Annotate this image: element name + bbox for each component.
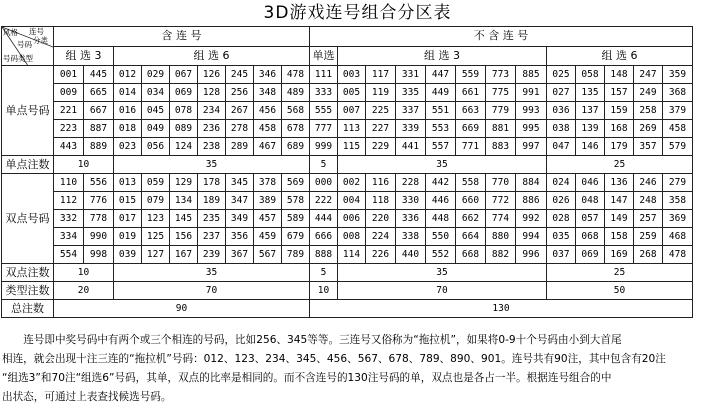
header-single: 单选	[310, 46, 338, 66]
number-cell: 137	[576, 102, 605, 120]
number-cell: 014	[114, 84, 142, 102]
number-cell: 117	[366, 66, 396, 84]
number-cell: 449	[426, 84, 456, 102]
corner-style-label: 风格	[3, 28, 18, 37]
note-line: 出状态，可通过上表查找候选号码。	[2, 391, 172, 403]
number-cell: 146	[576, 138, 605, 156]
number-cell: 278	[226, 120, 254, 138]
number-cell: 028	[547, 210, 576, 228]
number-cell: 068	[576, 228, 605, 246]
number-cell: 258	[634, 102, 663, 120]
number-cell: 663	[456, 102, 486, 120]
corner-group-label: 连号	[29, 27, 44, 36]
number-cell: 136	[605, 174, 634, 192]
number-cell: 445	[84, 66, 114, 84]
number-cell: 776	[84, 192, 114, 210]
number-cell: 034	[142, 84, 170, 102]
number-cell: 002	[338, 174, 366, 192]
number-cell: 256	[226, 84, 254, 102]
corner-header	[2, 27, 54, 66]
corner-middle-label: 号码	[17, 40, 32, 49]
number-cell: 089	[170, 120, 198, 138]
number-cell: 224	[366, 228, 396, 246]
number-cell: 008	[338, 228, 366, 246]
number-cell: 223	[54, 120, 84, 138]
count-cell: 20	[54, 282, 114, 300]
number-cell: 157	[605, 84, 634, 102]
number-cell: 179	[605, 138, 634, 156]
number-cell: 551	[426, 102, 456, 120]
number-cell: 333	[310, 84, 338, 102]
number-cell: 039	[114, 246, 142, 264]
number-cell: 235	[198, 210, 226, 228]
number-cell: 359	[663, 66, 693, 84]
number-cell: 228	[396, 174, 426, 192]
number-cell: 169	[605, 246, 634, 264]
number-cell: 125	[142, 228, 170, 246]
number-cell: 369	[663, 210, 693, 228]
number-cell: 456	[254, 102, 282, 120]
number-cell: 337	[396, 102, 426, 120]
number-cell: 999	[310, 138, 338, 156]
number-cell: 578	[282, 192, 310, 210]
number-cell: 334	[54, 228, 84, 246]
number-cell: 773	[486, 66, 516, 84]
number-cell: 129	[170, 174, 198, 192]
number-cell: 444	[310, 210, 338, 228]
row-label-double-count: 双点注数	[2, 264, 54, 282]
corner-type-label: 号码类型	[3, 54, 33, 63]
number-cell: 189	[198, 192, 226, 210]
number-cell: 442	[426, 174, 456, 192]
explanation-note	[2, 331, 713, 407]
count-cell: 35	[338, 156, 547, 174]
number-cell: 059	[142, 174, 170, 192]
number-cell: 349	[226, 210, 254, 228]
number-cell: 067	[170, 66, 198, 84]
row-label-total-count: 总注数	[2, 300, 54, 318]
number-cell: 998	[84, 246, 114, 264]
number-cell: 148	[605, 66, 634, 84]
number-cell: 004	[338, 192, 366, 210]
count-cell: 50	[547, 282, 693, 300]
header-contain: 含 连 号	[54, 27, 310, 47]
number-cell: 458	[663, 120, 693, 138]
number-cell: 114	[338, 246, 366, 264]
number-cell: 128	[198, 84, 226, 102]
number-cell: 112	[54, 192, 84, 210]
number-cell: 248	[634, 192, 663, 210]
number-cell: 550	[426, 228, 456, 246]
number-cell: 134	[170, 192, 198, 210]
number-cell: 889	[84, 138, 114, 156]
number-cell: 668	[456, 246, 486, 264]
number-cell: 038	[547, 120, 576, 138]
number-cell: 127	[142, 246, 170, 264]
number-cell: 345	[226, 174, 254, 192]
number-cell: 338	[396, 228, 426, 246]
number-cell: 379	[663, 102, 693, 120]
number-cell: 229	[366, 138, 396, 156]
number-cell: 880	[486, 228, 516, 246]
count-cell: 25	[547, 156, 693, 174]
number-cell: 249	[634, 84, 663, 102]
number-cell: 069	[576, 246, 605, 264]
number-cell: 447	[426, 66, 456, 84]
number-cell: 046	[576, 174, 605, 192]
note-line: 连号即中奖号码中有两个或三个相连的号码，比如256、345等等。三连号又俗称为“拖拉机”，如果将0-9十个号码由小到大首尾	[23, 334, 622, 346]
number-cell: 990	[84, 228, 114, 246]
number-cell: 665	[84, 84, 114, 102]
partition-table	[1, 26, 693, 318]
number-cell: 259	[634, 228, 663, 246]
number-cell: 667	[84, 102, 114, 120]
count-cell: 25	[547, 264, 693, 282]
number-cell: 013	[114, 174, 142, 192]
number-cell: 996	[516, 246, 547, 264]
number-cell: 772	[486, 192, 516, 210]
number-cell: 678	[282, 120, 310, 138]
number-cell: 457	[254, 210, 282, 228]
table-row	[2, 246, 693, 264]
number-cell: 220	[366, 210, 396, 228]
count-cell: 70	[338, 282, 547, 300]
count-cell: 35	[114, 264, 310, 282]
number-cell: 995	[516, 120, 547, 138]
number-cell: 993	[516, 102, 547, 120]
number-cell: 660	[456, 192, 486, 210]
header-group6: 组 选 6	[114, 46, 310, 66]
number-cell: 158	[605, 228, 634, 246]
note-line: 相连，就会出现十注三连的“拖拉机”号码：012、123、234、345、456、567、678、789、890、901。连号共有90注，其中包含有20注	[2, 353, 666, 365]
number-cell: 440	[396, 246, 426, 264]
number-cell: 078	[170, 102, 198, 120]
number-cell: 458	[254, 120, 282, 138]
number-cell: 558	[456, 174, 486, 192]
row-label-single-codes: 单点号码	[2, 66, 54, 156]
number-cell: 026	[547, 192, 576, 210]
number-cell: 079	[142, 192, 170, 210]
number-cell: 661	[456, 84, 486, 102]
number-cell: 557	[426, 138, 456, 156]
header-not-group6: 组 选 6	[547, 46, 693, 66]
number-cell: 441	[396, 138, 426, 156]
count-cell: 10	[54, 156, 114, 174]
number-cell: 110	[54, 174, 84, 192]
number-cell: 036	[547, 102, 576, 120]
number-cell: 149	[605, 210, 634, 228]
table-row	[2, 120, 693, 138]
number-cell: 443	[54, 138, 84, 156]
number-cell: 167	[170, 246, 198, 264]
number-cell: 774	[486, 210, 516, 228]
number-cell: 246	[634, 174, 663, 192]
number-cell: 991	[516, 84, 547, 102]
number-cell: 887	[84, 120, 114, 138]
number-cell: 367	[226, 246, 254, 264]
number-cell: 331	[396, 66, 426, 84]
number-cell: 346	[254, 66, 282, 84]
number-cell: 049	[142, 120, 170, 138]
number-cell: 247	[634, 66, 663, 84]
number-cell: 279	[663, 174, 693, 192]
number-cell: 468	[663, 228, 693, 246]
number-cell: 057	[576, 210, 605, 228]
number-cell: 047	[547, 138, 576, 156]
number-cell: 006	[338, 210, 366, 228]
number-cell: 238	[198, 138, 226, 156]
number-cell: 556	[84, 174, 114, 192]
total-not-contain-cell: 130	[310, 300, 693, 318]
number-cell: 489	[282, 84, 310, 102]
number-cell: 018	[114, 120, 142, 138]
number-cell: 048	[576, 192, 605, 210]
number-cell: 882	[486, 246, 516, 264]
number-cell: 156	[170, 228, 198, 246]
number-cell: 236	[198, 120, 226, 138]
number-cell: 145	[170, 210, 198, 228]
number-cell: 126	[198, 66, 226, 84]
number-cell: 037	[547, 246, 576, 264]
number-cell: 559	[456, 66, 486, 84]
number-cell: 666	[310, 228, 338, 246]
number-cell: 024	[547, 174, 576, 192]
page-title: 3D游戏连号组合分区表	[263, 3, 452, 23]
number-cell: 478	[282, 66, 310, 84]
number-cell: 135	[576, 84, 605, 102]
number-cell: 997	[516, 138, 547, 156]
number-cell: 568	[282, 102, 310, 120]
number-cell: 237	[198, 228, 226, 246]
number-cell: 347	[226, 192, 254, 210]
number-cell: 069	[170, 84, 198, 102]
number-cell: 992	[516, 210, 547, 228]
number-cell: 459	[254, 228, 282, 246]
number-cell: 553	[426, 120, 456, 138]
number-cell: 777	[310, 120, 338, 138]
number-cell: 234	[198, 102, 226, 120]
number-cell: 770	[486, 174, 516, 192]
header-not-contain: 不 含 连 号	[310, 27, 693, 47]
number-cell: 225	[366, 102, 396, 120]
number-cell: 045	[142, 102, 170, 120]
table-row	[2, 210, 693, 228]
number-cell: 885	[516, 66, 547, 84]
number-cell: 569	[282, 174, 310, 192]
note-line: “组选3”和70注“组选6”号码，其单，双点的比率是相同的。而不含连号的130注号码的单，双点也是各占一半。根据连号组合的中	[2, 372, 612, 384]
table-row	[2, 228, 693, 246]
header-group3: 组 选 3	[54, 46, 114, 66]
number-cell: 222	[310, 192, 338, 210]
number-cell: 147	[605, 192, 634, 210]
count-cell: 5	[310, 264, 338, 282]
number-cell: 015	[114, 192, 142, 210]
table-row	[2, 174, 693, 192]
number-cell: 881	[486, 120, 516, 138]
table-row	[2, 192, 693, 210]
number-cell: 289	[226, 138, 254, 156]
number-cell: 168	[605, 120, 634, 138]
number-cell: 035	[547, 228, 576, 246]
number-cell: 368	[663, 84, 693, 102]
number-cell: 348	[254, 84, 282, 102]
number-cell: 888	[310, 246, 338, 264]
number-cell: 771	[456, 138, 486, 156]
number-cell: 446	[426, 192, 456, 210]
number-cell: 025	[547, 66, 576, 84]
number-cell: 883	[486, 138, 516, 156]
number-cell: 269	[634, 120, 663, 138]
number-cell: 139	[576, 120, 605, 138]
number-cell: 118	[366, 192, 396, 210]
number-cell: 886	[516, 192, 547, 210]
number-cell: 664	[456, 228, 486, 246]
count-cell: 5	[310, 156, 338, 174]
number-cell: 778	[84, 210, 114, 228]
number-cell: 267	[226, 102, 254, 120]
number-cell: 000	[310, 174, 338, 192]
number-cell: 555	[310, 102, 338, 120]
number-cell: 123	[142, 210, 170, 228]
number-cell: 009	[54, 84, 84, 102]
number-cell: 689	[282, 138, 310, 156]
row-label-single-count: 单点注数	[2, 156, 54, 174]
number-cell: 239	[198, 246, 226, 264]
number-cell: 019	[114, 228, 142, 246]
number-cell: 775	[486, 84, 516, 102]
header-not-group3: 组 选 3	[338, 46, 547, 66]
count-cell: 70	[114, 282, 310, 300]
number-cell: 007	[338, 102, 366, 120]
number-cell: 056	[142, 138, 170, 156]
number-cell: 579	[663, 138, 693, 156]
number-cell: 358	[663, 192, 693, 210]
number-cell: 226	[366, 246, 396, 264]
number-cell: 001	[54, 66, 84, 84]
number-cell: 332	[54, 210, 84, 228]
number-cell: 058	[576, 66, 605, 84]
number-cell: 356	[226, 228, 254, 246]
number-cell: 111	[310, 66, 338, 84]
number-cell: 005	[338, 84, 366, 102]
number-cell: 339	[396, 120, 426, 138]
number-cell: 554	[54, 246, 84, 264]
number-cell: 245	[226, 66, 254, 84]
number-cell: 257	[634, 210, 663, 228]
number-cell: 012	[114, 66, 142, 84]
table-row	[2, 66, 693, 84]
number-cell: 335	[396, 84, 426, 102]
number-cell: 159	[605, 102, 634, 120]
number-cell: 029	[142, 66, 170, 84]
number-cell: 884	[516, 174, 547, 192]
table-row	[2, 84, 693, 102]
number-cell: 330	[396, 192, 426, 210]
row-label-double-codes: 双点号码	[2, 174, 54, 264]
number-cell: 113	[338, 120, 366, 138]
number-cell: 116	[366, 174, 396, 192]
number-cell: 448	[426, 210, 456, 228]
number-cell: 467	[254, 138, 282, 156]
count-cell: 35	[338, 264, 547, 282]
number-cell: 124	[170, 138, 198, 156]
number-cell: 669	[456, 120, 486, 138]
table-row	[2, 138, 693, 156]
number-cell: 679	[282, 228, 310, 246]
number-cell: 017	[114, 210, 142, 228]
total-contain-cell: 90	[54, 300, 310, 318]
number-cell: 994	[516, 228, 547, 246]
number-cell: 178	[198, 174, 226, 192]
number-cell: 221	[54, 102, 84, 120]
corner-class-label: 分类	[33, 36, 48, 45]
number-cell: 268	[634, 246, 663, 264]
table-row	[2, 102, 693, 120]
number-cell: 378	[254, 174, 282, 192]
row-label-type-count: 类型注数	[2, 282, 54, 300]
number-cell: 336	[396, 210, 426, 228]
count-cell: 35	[114, 156, 310, 174]
number-cell: 016	[114, 102, 142, 120]
number-cell: 552	[426, 246, 456, 264]
number-cell: 115	[338, 138, 366, 156]
number-cell: 023	[114, 138, 142, 156]
number-cell: 789	[282, 246, 310, 264]
number-cell: 389	[254, 192, 282, 210]
number-cell: 662	[456, 210, 486, 228]
number-cell: 003	[338, 66, 366, 84]
count-cell: 10	[310, 282, 338, 300]
number-cell: 027	[547, 84, 576, 102]
number-cell: 119	[366, 84, 396, 102]
number-cell: 357	[634, 138, 663, 156]
number-cell: 779	[486, 102, 516, 120]
number-cell: 567	[254, 246, 282, 264]
number-cell: 478	[663, 246, 693, 264]
count-cell: 10	[54, 264, 114, 282]
number-cell: 227	[366, 120, 396, 138]
number-cell: 589	[282, 210, 310, 228]
